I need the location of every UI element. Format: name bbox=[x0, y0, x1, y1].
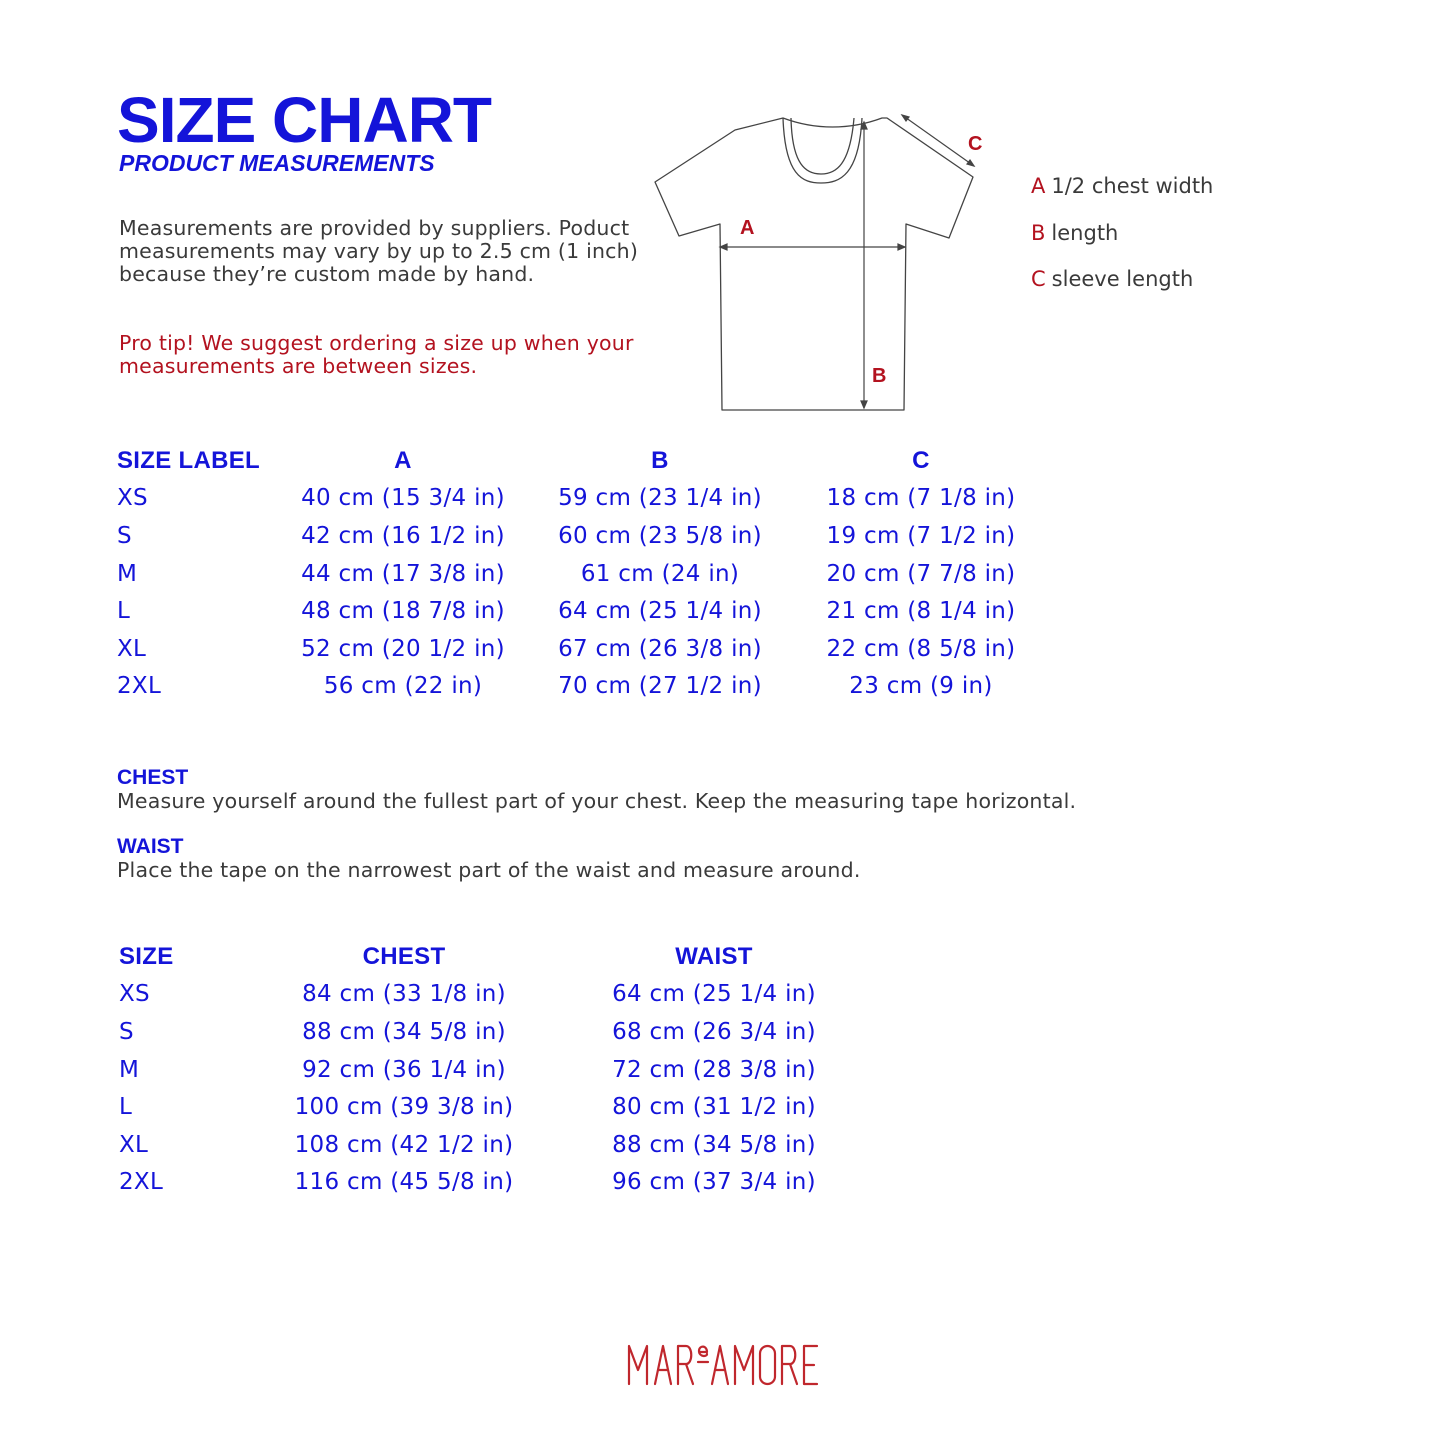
table-cell: 67 cm (26 3/8 in) bbox=[558, 635, 762, 662]
table-cell: 72 cm (28 3/8 in) bbox=[612, 1056, 816, 1083]
size-cell: L bbox=[119, 1094, 133, 1121]
table-row bbox=[119, 1051, 849, 1089]
table-cell: 116 cm (45 5/8 in) bbox=[294, 1169, 514, 1196]
table-cell: 84 cm (33 1/8 in) bbox=[302, 981, 506, 1008]
column-header: WAIST bbox=[675, 942, 753, 970]
table-cell: 40 cm (15 3/4 in) bbox=[301, 485, 505, 512]
table-cell: 56 cm (22 in) bbox=[323, 673, 483, 700]
table-cell: 64 cm (25 1/4 in) bbox=[558, 598, 762, 625]
measure-a-label: A bbox=[740, 217, 755, 239]
column-header: SIZE LABEL bbox=[117, 446, 261, 474]
chest-instructions: Measure yourself around the fullest part of your chest. Keep the measuring tape horizontal. bbox=[117, 789, 1077, 813]
legend-text: length bbox=[1051, 220, 1119, 245]
legend-item bbox=[1031, 219, 1213, 266]
legend-key: C bbox=[1031, 267, 1046, 291]
size-cell: S bbox=[117, 522, 132, 549]
body-measurements-table bbox=[119, 938, 849, 1201]
table-cell: 22 cm (8 5/8 in) bbox=[826, 635, 1016, 662]
table-row bbox=[119, 1126, 849, 1164]
legend-item bbox=[1031, 172, 1213, 219]
table-cell: 23 cm (9 in) bbox=[849, 673, 993, 700]
size-cell: M bbox=[119, 1056, 140, 1083]
waist-instructions: Place the tape on the narrowest part of the waist and measure around. bbox=[117, 858, 861, 882]
table-cell: 60 cm (23 5/8 in) bbox=[558, 522, 762, 549]
legend-text: 1/2 chest width bbox=[1051, 174, 1214, 198]
table-row bbox=[117, 555, 1041, 593]
intro-text: Measurements are provided by suppliers. Poduct measurements may vary by up to 2.5 cm (1 inch) because they’re custom made by hand. bbox=[119, 216, 639, 286]
tshirt-outline bbox=[655, 118, 973, 410]
table-cell: 80 cm (31 1/2 in) bbox=[612, 1094, 816, 1121]
table-cell: 19 cm (7 1/2 in) bbox=[826, 522, 1016, 549]
pro-tip-text: Pro tip! We suggest ordering a size up when your measurements are between sizes. bbox=[119, 331, 634, 378]
table-row bbox=[117, 592, 1041, 630]
chest-heading: CHEST bbox=[117, 766, 189, 789]
table-header-row bbox=[119, 938, 849, 976]
table-cell: 68 cm (26 3/4 in) bbox=[612, 1018, 816, 1045]
table-cell: 52 cm (20 1/2 in) bbox=[301, 635, 505, 662]
table-cell: 88 cm (34 5/8 in) bbox=[612, 1131, 816, 1158]
size-cell: XL bbox=[117, 635, 147, 662]
size-cell: 2XL bbox=[117, 673, 162, 700]
table-row bbox=[117, 480, 1041, 518]
table-cell: 100 cm (39 3/8 in) bbox=[294, 1094, 514, 1121]
legend-key: B bbox=[1031, 220, 1046, 245]
table-cell: 61 cm (24 in) bbox=[580, 560, 740, 587]
column-header: CHEST bbox=[362, 942, 446, 970]
column-header: SIZE bbox=[119, 942, 174, 970]
table-row bbox=[119, 1013, 849, 1051]
tshirt-diagram bbox=[640, 100, 1000, 420]
table-cell: 64 cm (25 1/4 in) bbox=[612, 981, 816, 1008]
table-row bbox=[119, 976, 849, 1014]
page-subtitle: PRODUCT MEASUREMENTS bbox=[119, 150, 435, 176]
column-header: B bbox=[651, 446, 669, 474]
product-measurements-table bbox=[117, 442, 1041, 705]
table-cell: 88 cm (34 5/8 in) bbox=[302, 1018, 506, 1045]
table-row bbox=[119, 1164, 849, 1202]
table-cell: 96 cm (37 3/4 in) bbox=[612, 1169, 816, 1196]
column-header: A bbox=[394, 446, 412, 474]
size-cell: XL bbox=[119, 1131, 149, 1158]
measurement-legend bbox=[1031, 172, 1213, 312]
measure-b-label: B bbox=[872, 365, 887, 387]
size-cell: S bbox=[119, 1018, 134, 1045]
table-cell: 92 cm (36 1/4 in) bbox=[302, 1056, 506, 1083]
size-cell: XS bbox=[117, 485, 148, 512]
table-cell: 44 cm (17 3/8 in) bbox=[301, 560, 505, 587]
table-row bbox=[117, 517, 1041, 555]
table-cell: 20 cm (7 7/8 in) bbox=[826, 560, 1016, 587]
waist-heading: WAIST bbox=[117, 835, 184, 858]
column-header: C bbox=[912, 446, 930, 474]
page-title: SIZE CHART bbox=[117, 84, 491, 156]
table-cell: 108 cm (42 1/2 in) bbox=[294, 1131, 514, 1158]
size-cell: 2XL bbox=[119, 1169, 164, 1196]
table-cell: 70 cm (27 1/2 in) bbox=[558, 673, 762, 700]
size-cell: L bbox=[117, 598, 131, 625]
legend-text: sleeve length bbox=[1051, 267, 1194, 291]
measure-c-label: C bbox=[968, 133, 983, 155]
table-row bbox=[119, 1088, 849, 1126]
size-cell: M bbox=[117, 560, 138, 587]
legend-item bbox=[1031, 265, 1213, 312]
table-cell: 59 cm (23 1/4 in) bbox=[558, 485, 762, 512]
table-cell: 18 cm (7 1/8 in) bbox=[826, 485, 1016, 512]
table-header-row bbox=[117, 442, 1041, 480]
size-cell: XS bbox=[119, 981, 150, 1008]
table-row bbox=[117, 630, 1041, 668]
table-cell: 21 cm (8 1/4 in) bbox=[826, 598, 1016, 625]
legend-key: A bbox=[1031, 174, 1046, 198]
measure-c-line bbox=[902, 115, 974, 166]
brand-logo bbox=[626, 1340, 821, 1388]
table-cell: 42 cm (16 1/2 in) bbox=[301, 522, 505, 549]
table-row bbox=[117, 668, 1041, 706]
table-cell: 48 cm (18 7/8 in) bbox=[301, 598, 505, 625]
